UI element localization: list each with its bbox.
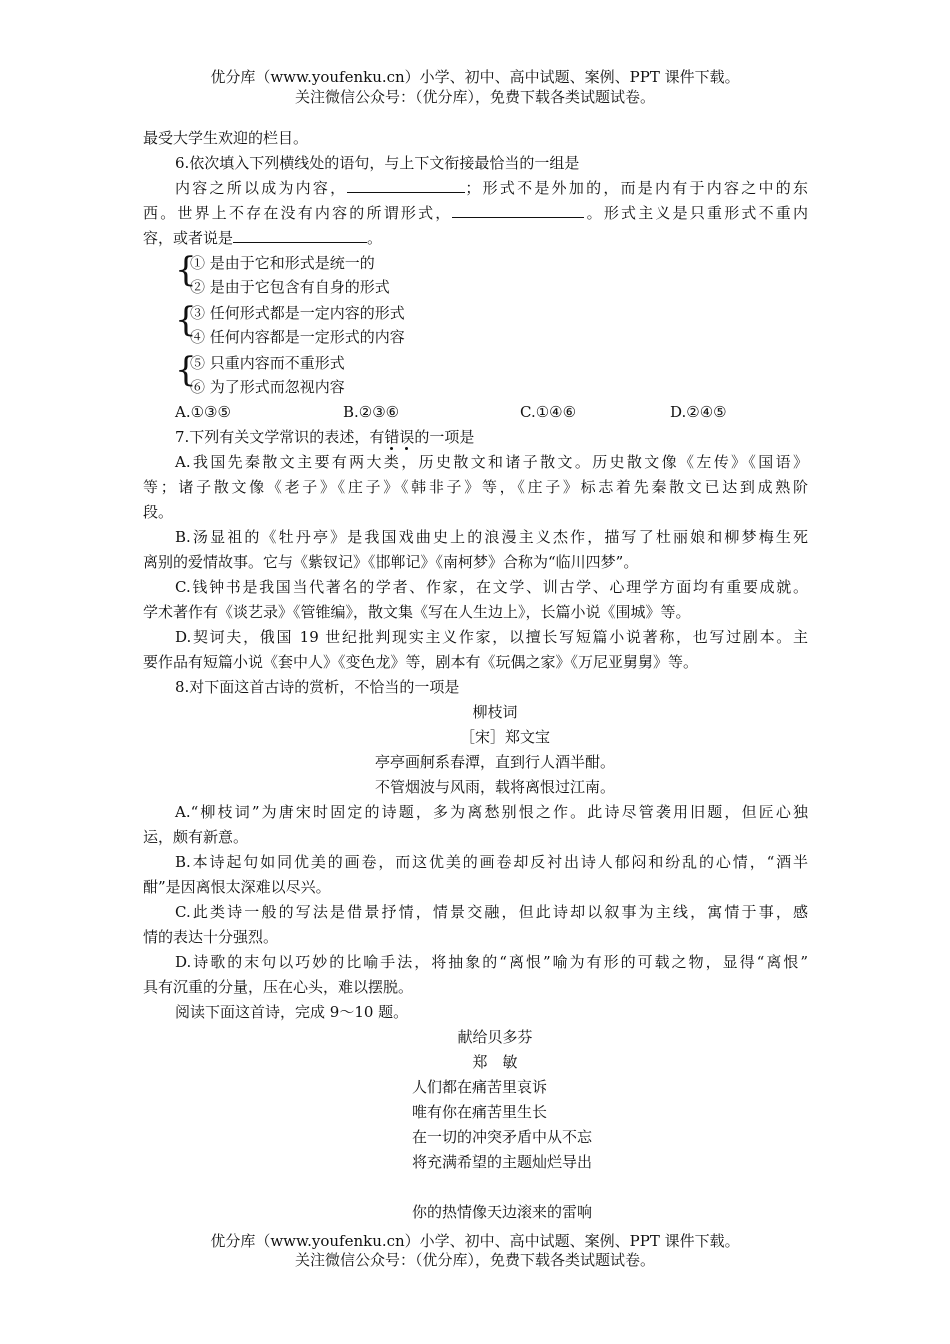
q6-item-6: ⑥ 为了形式而忽视内容 xyxy=(190,378,345,396)
footer-line-1: 优分库（www.youfenku.cn）小学、初中、高中试题、案例、PPT 课件下载。 xyxy=(210,1232,740,1250)
intro-tail: 最受大学生欢迎的栏目。 xyxy=(143,129,309,147)
q6-option-c: C.①④⑥ xyxy=(520,403,577,421)
q7-stem-text: 的一项是 xyxy=(414,428,475,446)
q8-poem-line-1: 亭亭画舸系春潭，直到行人酒半酣。 xyxy=(374,753,615,771)
reading-poem-line-4: 将充满希望的主题灿烂导出 xyxy=(412,1153,593,1171)
q6-passage-line-1 xyxy=(175,178,808,198)
q8-poem-line-2: 不管烟波与风雨，载将离恨过江南。 xyxy=(374,778,615,796)
q7-d-line-2: 要作品有短篇小说《套中人》《变色龙》等，剧本有《玩偶之家》《万尼亚舅舅》等。 xyxy=(143,653,699,671)
q8-d-line-2: 具有沉重的分量，压在心头，难以摆脱。 xyxy=(143,978,414,996)
reading-poem-line-5: 你的热情像天边滚来的雷响 xyxy=(412,1203,593,1221)
q7-emphasis-char: 误 xyxy=(399,428,415,446)
q7-stem-text: 7.下列有关文学常识的表述，有 xyxy=(175,428,385,446)
q8-poem-author: ［宋］郑文宝 xyxy=(459,728,550,746)
q6-passage-line-2 xyxy=(143,203,808,223)
q8-d-line-1: D.诗歌的末句以巧妙的比喻手法，将抽象的“离恨”喻为有形的可载之物，显得“离恨” xyxy=(175,953,808,971)
q8-stem: 8.对下面这首古诗的赏析，不恰当的一项是 xyxy=(175,678,460,696)
brace-group-3: { xyxy=(175,350,197,390)
reading-poem-line-1: 人们都在痛苦里哀诉 xyxy=(412,1078,548,1096)
q8-b-line-2: 酣”是因离恨太深难以尽兴。 xyxy=(143,878,331,896)
q6-item-4: ④ 任何内容都是一定形式的内容 xyxy=(190,328,405,346)
q6-blank-3 xyxy=(233,228,367,243)
q6-stem: 6.依次填入下列横线处的语句，与上下文衔接最恰当的一组是 xyxy=(175,154,580,172)
q6-option-b: B.②③⑥ xyxy=(343,403,400,421)
q8-a-line-1: A.“柳枝词”为唐宋时固定的诗题，多为离愁别恨之作。此诗尽管袭用旧题，但匠心独 xyxy=(175,803,808,821)
q8-a-line-2: 运，颇有新意。 xyxy=(143,828,249,846)
brace-group-1: { xyxy=(175,250,197,290)
q8-poem-title: 柳枝词 xyxy=(472,703,518,721)
reading-poem-author: 郑 敏 xyxy=(472,1053,518,1071)
q6-option-a: A.①③⑤ xyxy=(175,403,231,421)
reading-poem-line-3: 在一切的冲突矛盾中从不忘 xyxy=(412,1128,593,1146)
footer-line-2: 关注微信公众号：（优分库），免费下载各类试题试卷。 xyxy=(294,1251,655,1269)
q6-item-3: ③ 任何形式都是一定内容的形式 xyxy=(190,304,405,322)
q7-d-line-1: D.契诃夫，俄国 19 世纪批判现实主义作家，以擅长写短篇小说著称，也写过剧本。主 xyxy=(175,628,808,646)
q7-stem xyxy=(175,427,474,447)
q8-c-line-1: C.此类诗一般的写法是借景抒情，情景交融，但此诗却以叙事为主线，寓情于事，感 xyxy=(175,903,808,921)
brace-group-2: { xyxy=(175,300,197,340)
q6-blank-2 xyxy=(452,203,584,218)
q7-a-line-2: 等；诸子散文像《老子》《庄子》《韩非子》等，《庄子》标志着先秦散文已达到成熟阶 xyxy=(143,478,808,496)
q6-passage-line-3 xyxy=(143,228,382,248)
q8-c-line-2: 情的表达十分强烈。 xyxy=(143,928,279,946)
reading-poem-line-2: 唯有你在痛苦里生长 xyxy=(412,1103,548,1121)
q6-option-d: D.②④⑤ xyxy=(670,403,727,421)
q7-emphasis-char: 错 xyxy=(384,428,400,446)
q7-c-line-2: 学术著作有《谈艺录》《管锥编》，散文集《写在人生边上》，长篇小说《围城》等。 xyxy=(143,603,691,621)
q7-c-line-1: C.钱钟书是我国当代著名的学者、作家，在文学、训古学、心理学方面均有重要成就。 xyxy=(175,578,808,596)
header-line-1: 优分库（www.youfenku.cn）小学、初中、高中试题、案例、PPT 课件下载。 xyxy=(210,68,740,86)
q6-blank-1 xyxy=(347,178,465,193)
q6-text: 。形式主义是只重形式不重内 xyxy=(584,204,808,222)
q6-text: 内容之所以成为内容， xyxy=(175,179,348,197)
reading-poem-title: 献给贝多芬 xyxy=(457,1028,533,1046)
q7-b-line-2: 离别的爱情故事。它与《紫钗记》《邯郸记》《南柯梦》合称为“临川四梦”。 xyxy=(143,553,639,571)
q6-text: 。 xyxy=(367,229,383,247)
q7-a-line-1: A.我国先秦散文主要有两大类，历史散文和诸子散文。历史散文像《左传》《国语》 xyxy=(175,453,808,471)
q7-a-line-3: 段。 xyxy=(143,503,174,521)
q8-b-line-1: B.本诗起句如同优美的画卷，而这优美的画卷却反衬出诗人郁闷和纷乱的心情，“酒半 xyxy=(175,853,808,871)
q6-text: ；形式不是外加的，而是内有于内容之中的东 xyxy=(465,179,808,197)
header-line-2: 关注微信公众号：（优分库），免费下载各类试题试卷。 xyxy=(294,88,655,106)
q6-text: 西。世界上不存在没有内容的所谓形式， xyxy=(143,204,453,222)
reading-instruction: 阅读下面这首诗，完成 9～10 题。 xyxy=(175,1003,409,1021)
q6-item-2: ② 是由于它包含有自身的形式 xyxy=(190,278,390,296)
q6-text: 容，或者说是 xyxy=(143,229,234,247)
q6-item-1: ① 是由于它和形式是统一的 xyxy=(190,254,375,272)
q7-b-line-1: B.汤显祖的《牡丹亭》是我国戏曲史上的浪漫主义杰作，描写了杜丽娘和柳梦梅生死 xyxy=(175,528,808,546)
q6-item-5: ⑤ 只重内容而不重形式 xyxy=(190,354,345,372)
